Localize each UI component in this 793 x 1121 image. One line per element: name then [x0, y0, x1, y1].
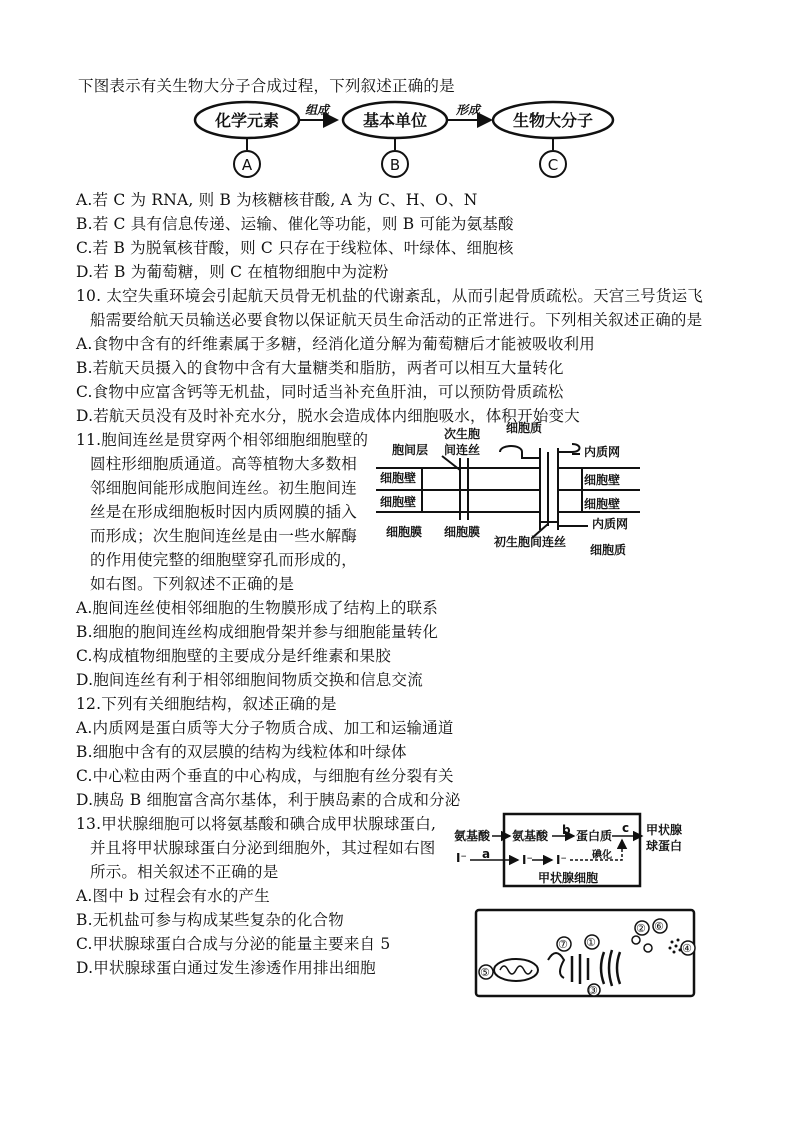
q11-option-b: B.细胞的胞间连丝构成细胞骨架并参与细胞能量转化 [76, 623, 439, 641]
label-secondary2: 间连丝 [444, 443, 481, 457]
num-6: ⑥ [654, 920, 664, 933]
circle-a: A [241, 156, 253, 174]
label-er-right2: 内质网 [592, 517, 629, 531]
q12-option-b: B.细胞中含有的双层膜的结构为线粒体和叶绿体 [76, 743, 407, 761]
q13-stem-3: 所示。相关叙述不正确的是 [90, 863, 279, 881]
q9-option-d: D.若 B 为葡萄糖，则 C 在植物细胞中为淀粉 [76, 263, 389, 281]
label-protein: 蛋白质 [576, 829, 613, 843]
num-7: ⑦ [558, 938, 568, 951]
box1-label: 化学元素 [214, 111, 280, 130]
q11-stem-5: 而形成；次生胞间连丝是由一些水解酶 [90, 527, 357, 545]
q10-stem-line1: 10. 太空失重环境会引起航天员骨无机盐的代谢紊乱，从而引起骨质疏松。天宫三号货运飞 [76, 287, 703, 305]
q11-option-a: A.胞间连丝使相邻细胞的生物膜形成了结构上的联系 [76, 599, 438, 617]
q13-option-a: A.图中 b 过程会有水的产生 [76, 887, 270, 905]
q12-option-c: C.中心粒由两个垂直的中心构成，与细胞有丝分裂有关 [76, 767, 454, 785]
circle-c: C [547, 156, 559, 174]
num-1: ① [586, 936, 596, 949]
label-cytoplasm-top: 细胞质 [506, 421, 543, 435]
q11-stem-1: 11.胞间连丝是贯穿两个相邻细胞细胞壁的 [76, 431, 369, 449]
label-secondary: 次生胞 [444, 427, 481, 441]
label-aa-out: 氨基酸 [454, 829, 491, 843]
box2-label: 基本单位 [362, 111, 428, 130]
label-membrane1: 细胞膜 [386, 525, 423, 539]
q11-stem-6: 的作用使完整的细胞壁穿孔而形成的， [90, 551, 357, 569]
q13-cell-diagram [472, 906, 700, 1000]
q11-diagram [372, 418, 644, 566]
q12-option-a: A.内质网是蛋白质等大分子物质合成、加工和运输通道 [76, 719, 454, 737]
num-2: ② [636, 922, 646, 935]
label-iodide3: I⁻ [556, 853, 567, 867]
label-primary: 初生胞间连丝 [494, 535, 567, 549]
label-iodination: 碘化 [592, 850, 612, 861]
label-middle-lamella: 胞间层 [392, 443, 429, 457]
label-a: a [482, 847, 491, 861]
label-aa-in: 氨基酸 [512, 829, 549, 843]
q13-stem-2: 并且将甲状腺球蛋白分泌到细胞外，其过程如右图 [90, 839, 436, 857]
label-b: b [562, 823, 571, 837]
q10-stem-line2: 船需要给航天员输送必要食物以保证航天员生命活动的正常进行。下列相关叙述正确的是 [90, 311, 703, 329]
q11-stem-3: 邻细胞间能形成胞间连丝。初生胞间连 [90, 479, 357, 497]
q11-stem-7: 如右图。下列叙述不正确的是 [90, 575, 295, 593]
q12-stem: 12.下列有关细胞结构，叙述正确的是 [76, 695, 337, 713]
q13-option-d: D.甲状腺球蛋白通过发生渗透作用排出细胞 [76, 959, 376, 977]
box3-label: 生物大分子 [512, 111, 594, 130]
label-c: c [622, 821, 630, 835]
num-3: ③ [588, 984, 598, 997]
label-membrane2: 细胞膜 [444, 525, 481, 539]
q9-diagram [185, 96, 625, 182]
circle-b: B [389, 156, 401, 174]
q10-option-c: C.食物中应富含钙等无机盐，同时适当补充鱼肝油，可以预防骨质疏松 [76, 383, 564, 401]
q10-option-d: D.若航天员没有及时补充水分，脱水会造成体内细胞吸水，体积开始变大 [76, 407, 580, 425]
label-wall-r2: 细胞壁 [584, 497, 621, 511]
label-cytoplasm-bottom: 细胞质 [590, 543, 627, 557]
q11-stem-4: 丝是在形成细胞板时因内质网膜的插入 [90, 503, 357, 521]
q9-option-c: C.若 B 为脱氧核苷酸，则 C 只存在于线粒体、叶绿体、细胞核 [76, 239, 514, 257]
q10-option-a: A.食物中含有的纤维素属于多糖，经消化道分解为葡萄糖后才能被吸收利用 [76, 335, 595, 353]
label-cell: 甲状腺细胞 [538, 871, 599, 885]
q13-option-c: C.甲状腺球蛋白合成与分泌的能量主要来自 5 [76, 935, 391, 953]
label-wall-l2: 细胞壁 [380, 495, 417, 509]
label-iodide2: I⁻ [522, 853, 533, 867]
label-iodide: I⁻ [456, 851, 467, 865]
q12-option-d: D.胰岛 B 细胞富含高尔基体，利于胰岛素的合成和分泌 [76, 791, 461, 809]
q13-option-b: B.无机盐可参与构成某些复杂的化合物 [76, 911, 344, 929]
label-wall-l1: 细胞壁 [380, 471, 417, 485]
q11-option-c: C.构成植物细胞壁的主要成分是纤维素和果胶 [76, 647, 391, 665]
q13-stem-1: 13.甲状腺细胞可以将氨基酸和碘合成甲状腺球蛋白, [76, 815, 437, 833]
q9-option-b: B.若 C 具有信息传递、运输、催化等功能，则 B 可能为氨基酸 [76, 215, 514, 233]
q10-option-b: B.若航天员摄入的食物中含有大量糖类和脂肪，两者可以相互大量转化 [76, 359, 564, 377]
label-product1: 甲状腺 [646, 823, 683, 837]
q11-option-d: D.胞间连丝有利于相邻细胞间物质交换和信息交流 [76, 671, 423, 689]
label-product2: 球蛋白 [646, 839, 683, 853]
q11-stem-2: 圆柱形细胞质通道。高等植物大多数相 [90, 455, 357, 473]
q9-stem: 下图表示有关生物大分子合成过程，下列叙述正确的是 [78, 77, 455, 95]
num-4: ④ [682, 942, 692, 955]
label-wall-r1: 细胞壁 [584, 473, 621, 487]
arrow1-label: 组成 [304, 103, 330, 117]
q9-option-a: A.若 C 为 RNA, 则 B 为核糖核苷酸, A 为 C、H、O、N [76, 191, 478, 209]
q13-flow-diagram [452, 810, 692, 892]
label-er-right: 内质网 [584, 445, 621, 459]
num-5: ⑤ [480, 966, 490, 979]
arrow2-label: 形成 [455, 103, 481, 117]
